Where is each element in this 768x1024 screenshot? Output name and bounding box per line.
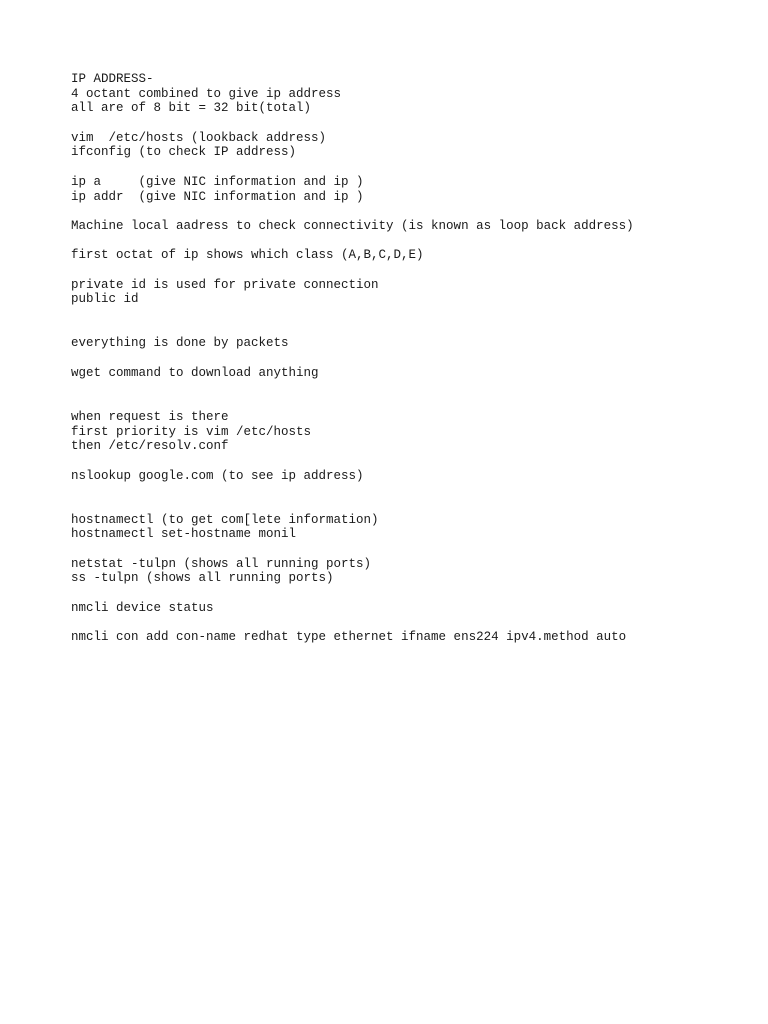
text-line: IP ADDRESS-: [71, 72, 154, 86]
text-line: vim /etc/hosts (lookback address): [71, 130, 327, 145]
text-line: Machine local aadress to check connectivity (is known as loop back address): [71, 218, 634, 233]
text-line: nmcli device status: [71, 600, 214, 615]
text-line: private id is used for private connection: [71, 277, 379, 292]
text-line: when request is there: [71, 409, 229, 424]
blank-line: [71, 542, 751, 557]
blank-line: [71, 204, 751, 219]
blank-line: [71, 116, 751, 131]
text-line: nmcli con add con-name redhat type ethernet ifname ens224 ipv4.method auto: [71, 630, 627, 645]
blank-line: [71, 234, 751, 249]
blank-line: [71, 498, 751, 513]
text-line: wget command to download anything: [71, 365, 319, 380]
blank-line: [71, 395, 751, 410]
text-line: first priority is vim /etc/hosts: [71, 424, 312, 439]
blank-line: [71, 322, 751, 337]
text-line: all are of 8 bit = 32 bit(total): [71, 101, 312, 116]
document-body: [71, 72, 751, 645]
blank-line: [71, 351, 751, 366]
blank-line: [71, 307, 751, 322]
text-line: public id: [71, 292, 139, 307]
text-line: hostnamectl set-hostname monil: [71, 527, 297, 542]
text-line: ip a (give NIC information and ip ): [71, 174, 364, 189]
blank-line: [71, 160, 751, 175]
blank-line: [71, 454, 751, 469]
text-line: everything is done by packets: [71, 336, 289, 351]
blank-line: [71, 615, 751, 630]
blank-line: [71, 380, 751, 395]
blank-line: [71, 483, 751, 498]
text-line: ss -tulpn (shows all running ports): [71, 571, 334, 586]
text-line: ip addr (give NIC information and ip ): [71, 189, 364, 204]
text-line: first octat of ip shows which class (A,B,C,D,E): [71, 248, 424, 263]
text-line: 4 octant combined to give ip address: [71, 86, 342, 101]
blank-line: [71, 586, 751, 601]
text-line: nslookup google.com (to see ip address): [71, 468, 364, 483]
blank-line: [71, 263, 751, 278]
text-line: then /etc/resolv.conf: [71, 439, 229, 454]
text-line: netstat -tulpn (shows all running ports): [71, 556, 372, 571]
text-line: hostnamectl (to get com[lete information): [71, 512, 379, 527]
text-line: ifconfig (to check IP address): [71, 145, 297, 160]
